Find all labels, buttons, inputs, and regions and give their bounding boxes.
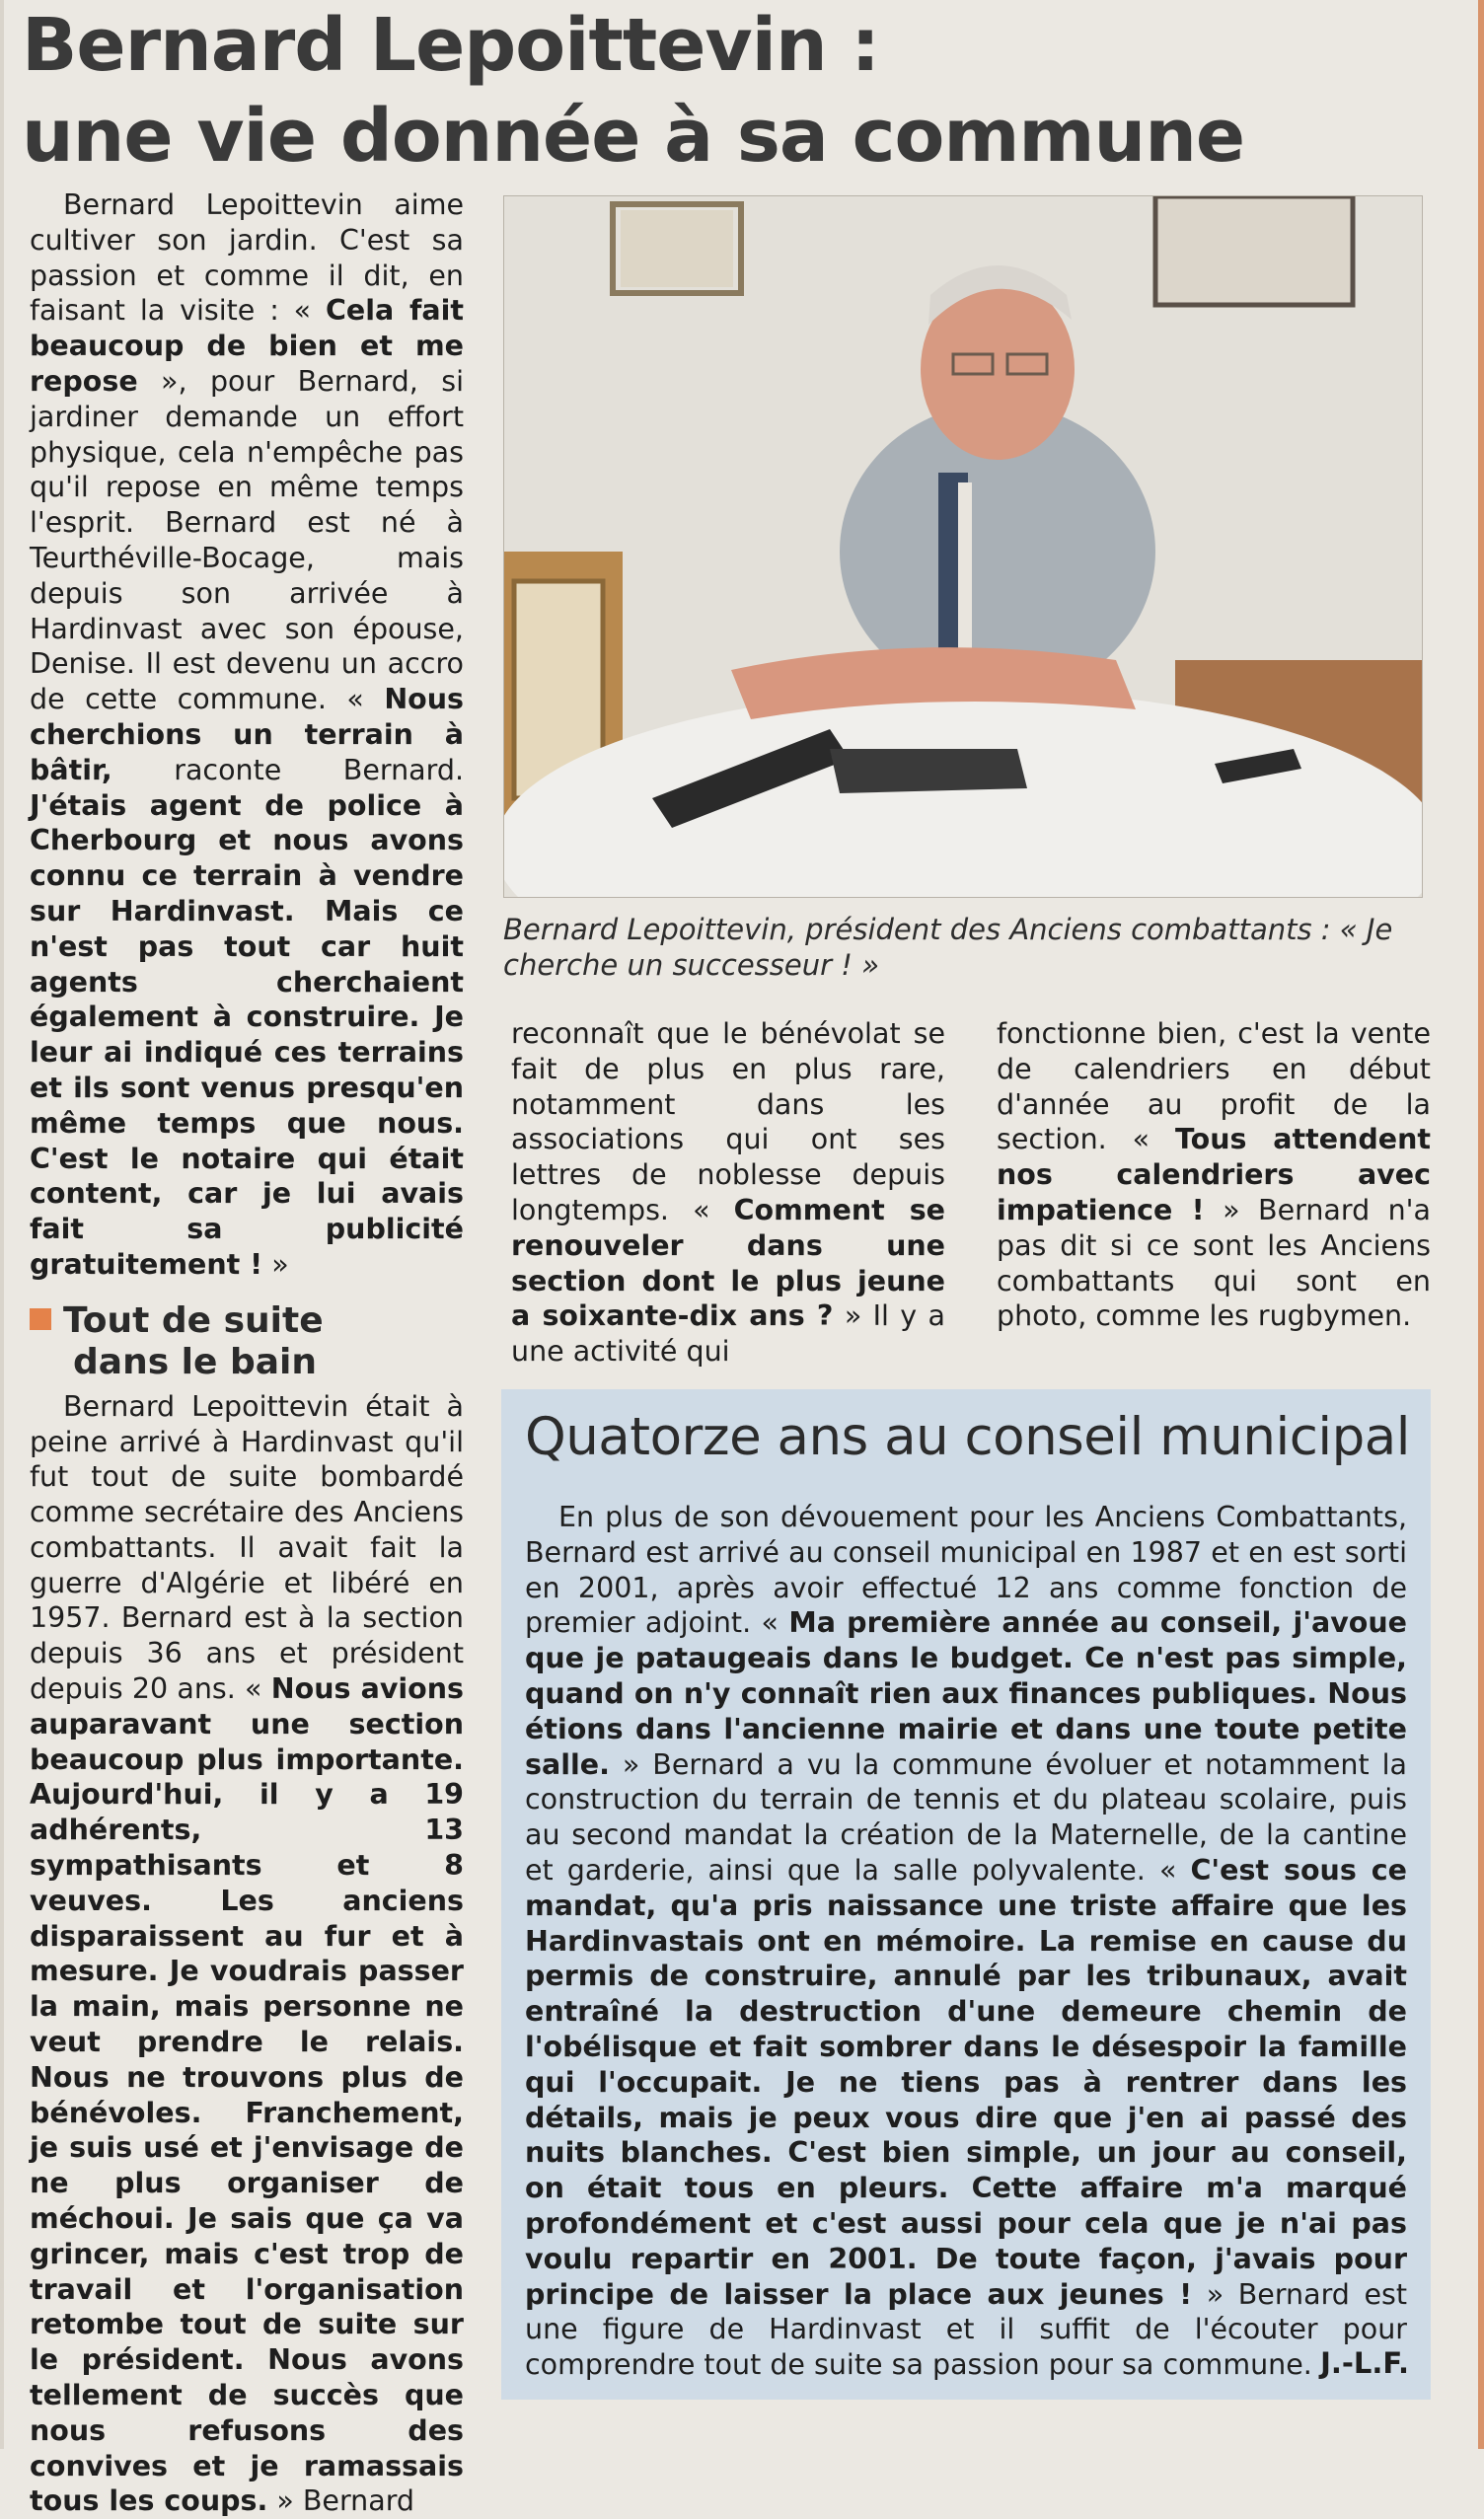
quote-bold: Comment se renouveler dans une section dont le plus jeune a soixante-dix ans ? [511, 1193, 945, 1333]
quote-bold: Tous attendent nos calendriers avec impatience ! [997, 1123, 1431, 1226]
article-column-3 [997, 1016, 1431, 1334]
quote-bold: Cela fait beaucoup de bien et me repose [30, 294, 464, 398]
article-column-2 [511, 1016, 945, 1370]
sidebar-body [525, 1500, 1407, 2383]
article-headline [22, 0, 1265, 182]
page-edge-left [0, 0, 4, 2449]
photo-caption: Bernard Lepoittevin, président des Anciens combattants : « Je cherche un successeur ! » [503, 913, 1393, 982]
paragraph-section: Bernard Lepoittevin était à peine arrivé à Hardinvast qu'il fut tout de suite bombardé comme secrétaire des Anciens combattants. Il avait fait la guerre d'Algérie et libéré en 1957. Bernard est à la section depuis 36 ans et président depuis 20 ans. « Nous avions auparavant une section beaucoup plus importante. Aujourd'hui, il y a 19 adhérents, 13 sympathisants et 8 veuves. Les anciens disparaissent au fur et à mesure. Je voudrais passer la main, mais personne ne veut prendre le relais. Nous ne trouvons plus de bénévoles. Franchement, je suis usé et j'envisage de ne plus organiser de méchoui. Je sais que ça va grincer, mais c'est trop de travail et l'organisation retombe tout de suite sur le président. Nous avons tellement de succès que nous refusons des convives et je ramassais tous les coups. » Bernard [30, 1389, 464, 2518]
article-column-1 [30, 187, 464, 2519]
author-byline: J.-L.F. [1320, 2346, 1409, 2380]
quote-bold: Nous avions auparavant une section beaucoup plus importante. Aujourd'hui, il y a 19 adhérents, 13 sympathisants et 8 veuves. Les anciens disparaissent au fur et à mesure. Je voudrais passer la main, mais personne ne veut prendre le relais. Nous ne trouvons plus de bénévoles. Franchement, je suis usé et j'envisage de ne plus organiser de méchoui. Je sais que ça va grincer, mais c'est trop de travail et l'organisation retombe tout de suite sur le président. Nous avons tellement de succès que nous refusons des convives et je ramassais tous les coups. [30, 1672, 464, 2518]
headline-line-1: Bernard Lepoittevin : [22, 3, 880, 88]
quote-bold: C'est sous ce mandat, qu'a pris naissance une triste affaire que les Hardinvastais ont en mémoire. La remise en cause du permis de construire, annulé par les tribunaux, avait entraîné la destruction d'une demeure chemin de l'obélisque et fait sombrer dans le désespoir la famille qui l'occupait. Je ne tiens pas à rentrer dans les détails, mais je peux vous dire que j'en ai passé des nuits blanches. C'est bien simple, un jour au conseil, on était tous en pleurs. Cette affaire m'a marqué profondément et c'est aussi pour cela que je n'ai pas voulu repartir en 2001. De toute façon, j'avais pour principe de laisser la place aux jeunes ! [525, 1853, 1407, 2311]
subhead-square-icon [30, 1308, 51, 1330]
headline-line-2: une vie donnée à sa commune [22, 94, 1245, 179]
photo-illustration [504, 196, 1422, 897]
quote-bold: J'étais agent de police à Cherbourg et nous avons connu ce terrain à vendre sur Hardinvast. Mais ce n'est pas tout car huit agents cherchaient également à construire. Je leur ai indiqué ces terrains et ils sont venus presqu'en même temps que nous. C'est le notaire qui était content, car je lui avais fait sa publicité gratuitement ! [30, 788, 464, 1281]
quote-bold: Nous cherchions un terrain à bâtir, [30, 683, 464, 786]
section-subhead: Tout de suite dans le bain [30, 1300, 464, 1383]
portrait-photo [503, 195, 1423, 898]
sidebar-paragraph: En plus de son dévouement pour les Anciens Combattants, Bernard est arrivé au conseil municipal en 1987 et en est sorti en 2001, après avoir effectué 12 ans comme fonction de premier adjoint. « Ma première année au conseil, j'avoue que je pataugeais dans le budget. Ce n'est pas simple, quand on n'y connaît rien aux finances publiques. Nous étions dans l'ancienne mairie et dans une toute petite salle. » Bernard a vu la commune évoluer et notamment la construction du terrain de tennis et du plateau scolaire, puis au second mandat la création de la Maternelle, de la cantine et garderie, ainsi que la salle polyvalente. « C'est sous ce mandat, qu'a pris naissance une triste affaire que les Hardinvastais ont en mémoire. La remise en cause du permis de construire, annulé par les tribunaux, avait entraîné la destruction d'une demeure chemin de l'obélisque et fait sombrer dans le désespoir la famille qui l'occupait. Je ne tiens pas à rentrer dans les détails, mais je peux vous dire que j'en ai passé des nuits blanches. C'est bien simple, un jour au conseil, on était tous en pleurs. Cette affaire m'a marqué profondément et c'est aussi pour cela que je n'ai pas voulu repartir en 2001. De toute façon, j'avais pour principe de laisser la place aux jeunes ! » Bernard est une figure de Hardinvast et il suffit de l'écouter pour comprendre tout de suite sa passion pour sa commune. [525, 1501, 1407, 2382]
sidebar-title: Quatorze ans au conseil municipal [525, 1407, 1410, 1467]
paragraph-continued: reconnaît que le bénévolat se fait de plus en plus rare, notamment dans les associations qui ont ses lettres de noblesse depuis longtemps. « Comment se renouveler dans une section dont le plus jeune a soixante-dix ans ? » Il y a une activité qui [511, 1017, 945, 1369]
sidebar-box [501, 1389, 1431, 2400]
page-edge-right [1478, 0, 1484, 2449]
quote-bold: Ma première année au conseil, j'avoue que je pataugeais dans le budget. Ce n'est pas simple, quand on n'y connaît rien aux finances publiques. Nous étions dans l'ancienne mairie et dans une toute petite salle. [525, 1606, 1407, 1781]
paragraph-continued: fonctionne bien, c'est la vente de calendriers en début d'année au profit de la section. « Tous attendent nos calendriers avec impatience ! » Bernard n'a pas dit si ce sont les Anciens combattants qui sont en photo, comme les rugbymen. [997, 1017, 1431, 1333]
paragraph-intro: Bernard Lepoittevin aime cultiver son jardin. C'est sa passion et comme il dit, en faisant la visite : « Cela fait beaucoup de bien et me repose », pour Bernard, si jardiner demande un effort physique, cela n'empêche pas qu'il repose en même temps l'esprit. Bernard est né à Teurthéville-Bocage, mais depuis son arrivée à Hardinvast avec son épouse, Denise. Il est devenu un accro de cette commune. « Nous cherchions un terrain à bâtir, raconte Bernard. J'étais agent de police à Cherbourg et nous avons connu ce terrain à vendre sur Hardinvast. Mais ce n'est pas tout car huit agents cherchaient également à construire. Je leur ai indiqué ces terrains et ils sont venus presqu'en même temps que nous. C'est le notaire qui était content, car je lui avais fait sa publicité gratuitement ! » [30, 188, 464, 1281]
